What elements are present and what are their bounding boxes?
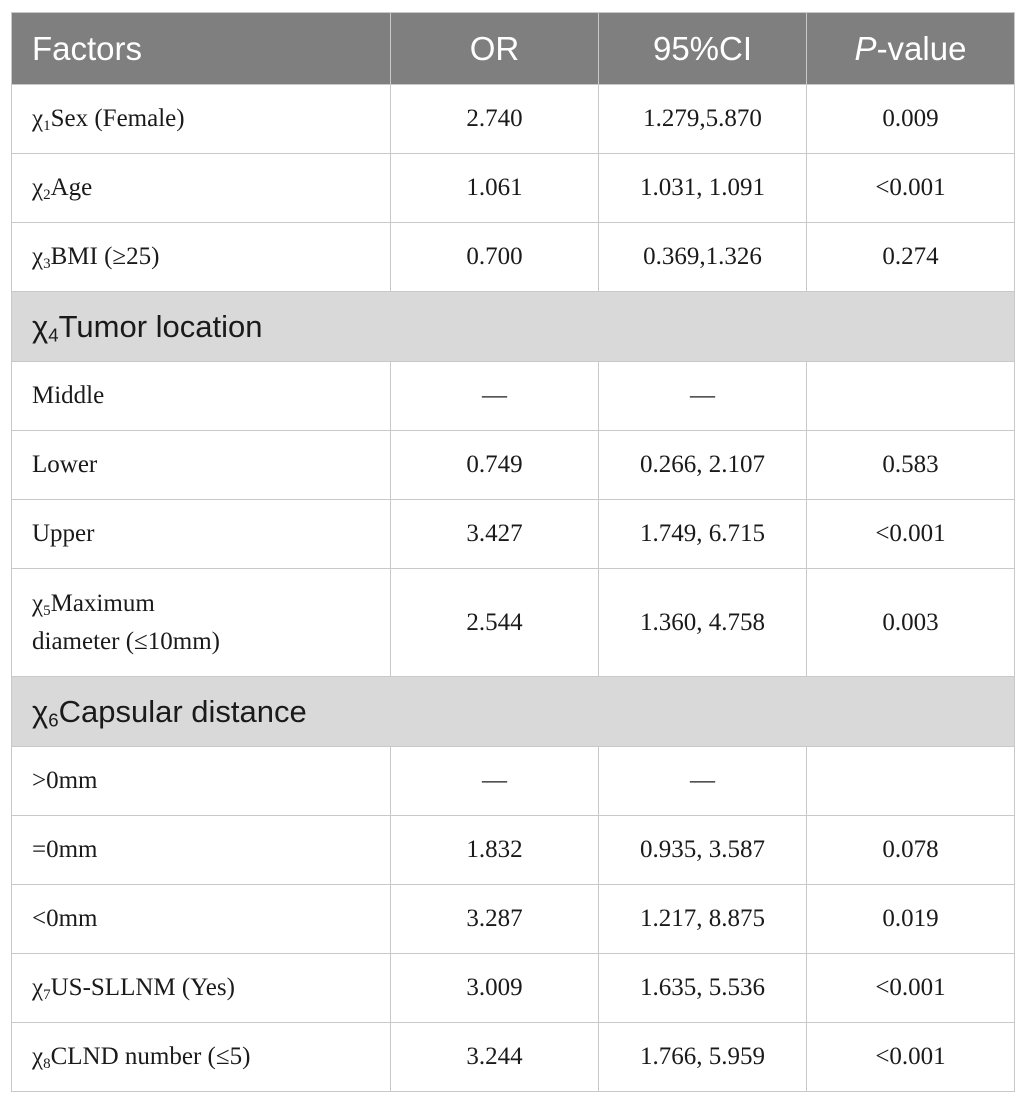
factor-cell: [12, 431, 391, 500]
chi-subscript: 5: [43, 602, 51, 619]
section-row-tumor-location: [12, 292, 1015, 362]
factor-name: Lower: [32, 451, 98, 478]
ci-cell: 1.217, 8.875: [599, 885, 807, 954]
or-cell: 0.749: [391, 431, 599, 500]
p-cell: [807, 747, 1015, 816]
table-row: [12, 500, 1015, 569]
ci-cell: 1.031, 1.091: [599, 154, 807, 223]
factor-name-line2: diameter (≤10mm): [32, 627, 220, 655]
p-cell: 0.009: [807, 85, 1015, 154]
ci-cell: —: [599, 747, 807, 816]
factor-cell: [12, 85, 391, 154]
or-cell: 0.700: [391, 223, 599, 292]
factor-cell: [12, 954, 391, 1023]
table-row: [12, 431, 1015, 500]
ci-cell: 1.360, 4.758: [599, 569, 807, 677]
or-cell: —: [391, 747, 599, 816]
p-cell: 0.274: [807, 223, 1015, 292]
factor-cell: [12, 1023, 391, 1092]
factor-name: >0mm: [32, 767, 98, 794]
chi-symbol: χ: [32, 974, 44, 1001]
or-cell: —: [391, 362, 599, 431]
p-cell: [807, 362, 1015, 431]
chi-subscript: 7: [43, 986, 51, 1003]
chi-symbol: χ: [32, 589, 44, 617]
table-row: [12, 569, 1015, 677]
header-p-suffix: -value: [876, 29, 967, 67]
ci-cell: 1.279,5.870: [599, 85, 807, 154]
ci-cell: 0.369,1.326: [599, 223, 807, 292]
factor-cell: [12, 569, 391, 677]
factor-name: US-SLLNM (Yes): [50, 974, 235, 1001]
p-cell: <0.001: [807, 500, 1015, 569]
or-cell: 2.544: [391, 569, 599, 677]
factor-name: BMI (≥25): [50, 243, 160, 270]
header-factors: Factors: [12, 13, 391, 85]
factor-cell: [12, 362, 391, 431]
or-cell: 3.244: [391, 1023, 599, 1092]
chi-subscript: 2: [43, 186, 51, 203]
ci-cell: —: [599, 362, 807, 431]
table-row: [12, 885, 1015, 954]
section-title: Tumor location: [58, 308, 263, 344]
or-cell: 3.427: [391, 500, 599, 569]
table-body: [12, 85, 1015, 1092]
header-ci: 95%CI: [599, 13, 807, 85]
table-row: [12, 954, 1015, 1023]
table-row: [12, 223, 1015, 292]
table-row: [12, 747, 1015, 816]
chi-symbol: χ: [32, 1043, 44, 1070]
table-row: [12, 154, 1015, 223]
table-row: [12, 362, 1015, 431]
factor-name: <0mm: [32, 905, 98, 932]
factor-cell: [12, 154, 391, 223]
chi-symbol: χ: [32, 105, 44, 132]
section-header: [12, 677, 1015, 747]
section-row-capsular-distance: [12, 677, 1015, 747]
section-title: Capsular distance: [58, 693, 307, 729]
p-cell: 0.583: [807, 431, 1015, 500]
header-or: OR: [391, 13, 599, 85]
or-cell: 2.740: [391, 85, 599, 154]
chi-symbol: χ: [32, 308, 49, 344]
chi-subscript: 8: [43, 1055, 51, 1072]
factor-name: CLND number (≤5): [50, 1043, 251, 1070]
factor-cell: [12, 747, 391, 816]
table-row: [12, 1023, 1015, 1092]
factor-name: =0mm: [32, 836, 98, 863]
table-row: [12, 85, 1015, 154]
p-cell: 0.003: [807, 569, 1015, 677]
ci-cell: 1.635, 5.536: [599, 954, 807, 1023]
results-table: [11, 12, 1015, 1092]
or-cell: 1.061: [391, 154, 599, 223]
or-cell: 3.009: [391, 954, 599, 1023]
factor-cell: [12, 223, 391, 292]
chi-subscript: 3: [43, 255, 51, 272]
table-row: [12, 816, 1015, 885]
chi-symbol: χ: [32, 693, 49, 729]
p-cell: 0.078: [807, 816, 1015, 885]
or-cell: 1.832: [391, 816, 599, 885]
header-row: [12, 13, 1015, 85]
p-cell: <0.001: [807, 954, 1015, 1023]
header-p-italic: P: [854, 29, 877, 67]
factor-name: Sex (Female): [50, 105, 185, 132]
chi-symbol: χ: [32, 243, 44, 270]
chi-subscript: 6: [48, 709, 59, 731]
factor-name: Upper: [32, 520, 95, 547]
chi-subscript: 1: [43, 117, 51, 134]
ci-cell: 1.766, 5.959: [599, 1023, 807, 1092]
chi-subscript: 4: [48, 324, 59, 346]
factor-cell: [12, 500, 391, 569]
factor-name: Age: [50, 174, 93, 201]
p-cell: <0.001: [807, 1023, 1015, 1092]
or-cell: 3.287: [391, 885, 599, 954]
ci-cell: 0.935, 3.587: [599, 816, 807, 885]
section-header: [12, 292, 1015, 362]
p-cell: 0.019: [807, 885, 1015, 954]
factor-name: Middle: [32, 382, 105, 409]
factor-name: Maximum: [50, 589, 155, 617]
factor-cell: [12, 885, 391, 954]
p-cell: <0.001: [807, 154, 1015, 223]
factor-cell: [12, 816, 391, 885]
ci-cell: 1.749, 6.715: [599, 500, 807, 569]
ci-cell: 0.266, 2.107: [599, 431, 807, 500]
chi-symbol: χ: [32, 174, 44, 201]
header-p-value: [807, 13, 1015, 85]
